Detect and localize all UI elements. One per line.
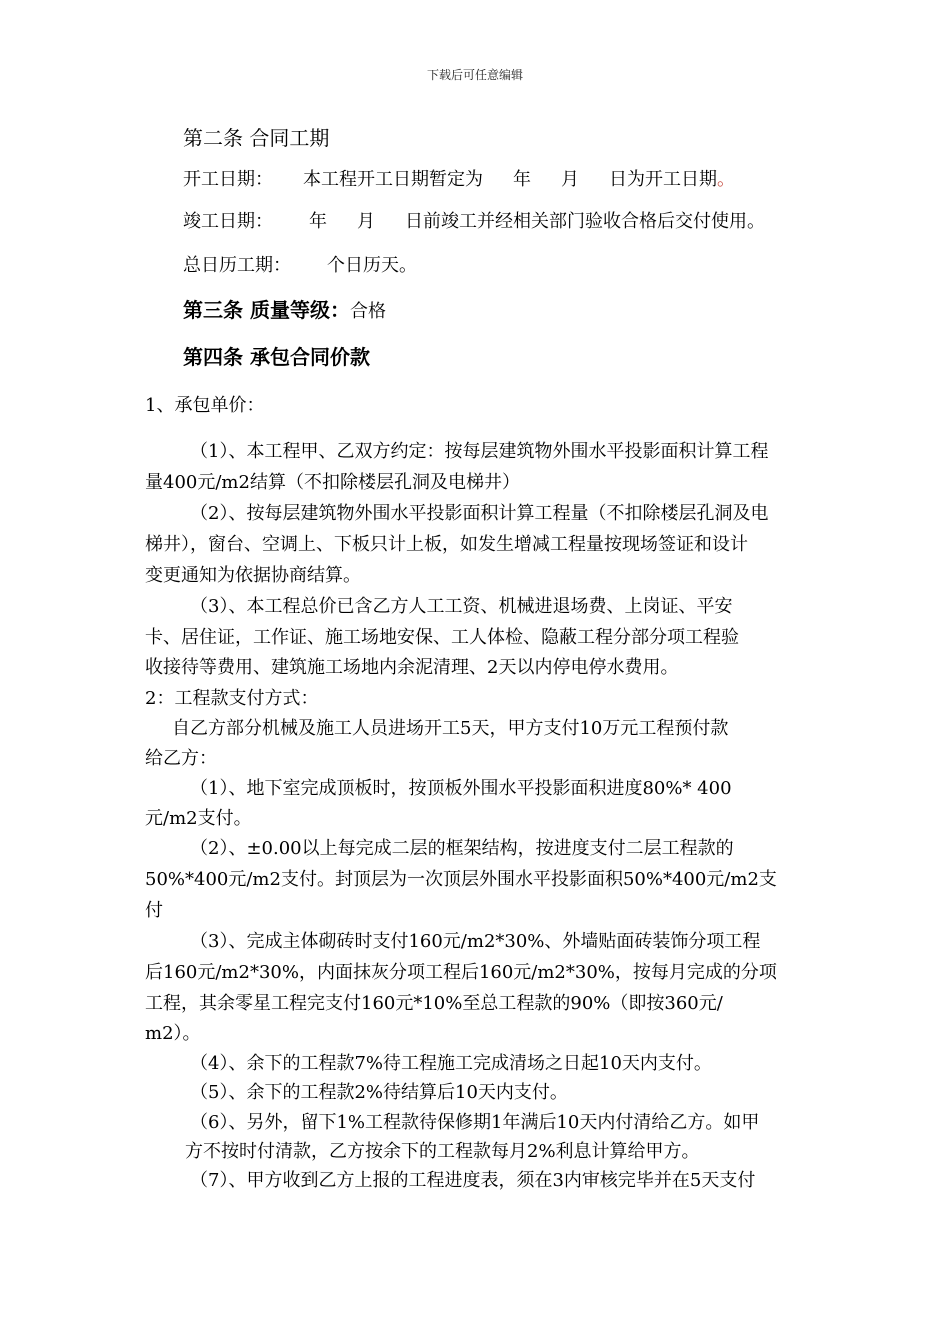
sec2-p2-line1: （2）、±0.00以上每完成二层的框架结构，按进度支付二层工程款的 [190, 838, 734, 859]
sec2-p7-line1: （7）、甲方收到乙方上报的工程进度表，须在3内审核完毕并在5天支付 [190, 1170, 756, 1191]
sec1-p1-line1: （1）、本工程甲、乙双方约定：按每层建筑物外围水平投影面积计算工程 [190, 441, 769, 462]
sec2-p5: （5）、余下的工程款2%待结算后10天内支付。 [190, 1082, 568, 1103]
sec2-p3-line3: 工程，其余零星工程完支付160元*10%至总工程款的90%（即按360元/ [145, 993, 723, 1014]
total-period-text: 个日历天。 [327, 255, 417, 276]
sec2-p1-line2: 元/m2支付。 [145, 808, 252, 829]
sec2-p3-line2: 后160元/m2*30%，内面抹灰分项工程后160元/m2*30%，按每月完成的分项 [145, 962, 777, 983]
finish-date-label: 竣工日期： [183, 211, 273, 232]
article-4-title: 第四条 承包合同价款 [183, 345, 370, 369]
article-2-title: 第二条 合同工期 [183, 126, 330, 150]
start-date-text: 本工程开工日期暂定为 [303, 169, 483, 190]
start-month: 月 [561, 169, 579, 190]
sec2-p2-line3: 付 [145, 900, 163, 921]
finish-date-line [183, 210, 765, 234]
start-end-mark: 。 [717, 169, 735, 190]
quality-grade-value: 合格 [349, 301, 386, 322]
finish-month: 月 [357, 211, 375, 232]
finish-year: 年 [309, 211, 327, 232]
sec1-p3-line1: （3）、本工程总价已含乙方人工工资、机械进退场费、上岗证、平安 [190, 596, 733, 617]
article-3-line [183, 297, 386, 325]
sec2-intro-line1: 自乙方部分机械及施工人员进场开工5天，甲方支付10万元工程预付款 [172, 718, 729, 739]
sec1-p2-line3: 变更通知为依据协商结算。 [145, 565, 361, 586]
start-day-text: 日为开工日期 [609, 169, 717, 190]
start-date-line [183, 168, 735, 192]
sec1-p3-line2: 卡、居住证，工作证、施工场地安保、工人体检、隐蔽工程分部分项工程验 [145, 627, 739, 648]
sec1-p2-line1: （2）、按每层建筑物外围水平投影面积计算工程量（不扣除楼层孔洞及电 [190, 503, 769, 524]
sec2-p3-line4: m2）。 [145, 1023, 201, 1044]
page-header: 下载后可任意编辑 [426, 68, 523, 82]
section-2-title: 2：工程款支付方式： [145, 688, 319, 709]
sec2-p4: （4）、余下的工程款7%待工程施工完成清场之日起10天内支付。 [190, 1053, 712, 1074]
article-3-title: 第三条 质量等级： [183, 298, 350, 322]
sec2-p2-line2: 50%*400元/m2支付。封顶层为一次顶层外围水平投影面积50%*400元/m2支 [145, 869, 777, 890]
sec1-p3-line3: 收接待等费用、建筑施工场地内余泥清理、2天以内停电停水费用。 [145, 657, 679, 678]
sec2-p6-line2: 方不按时付清款，乙方按余下的工程款每月2%利息计算给甲方。 [185, 1141, 700, 1162]
sec1-p1-line2: 量400元/m2结算（不扣除楼层孔洞及电梯井） [145, 472, 520, 493]
sec1-p2-line2: 梯井），窗台、空调上、下板只计上板，如发生增减工程量按现场签证和设计 [145, 534, 748, 555]
start-date-label: 开工日期： [183, 169, 273, 190]
start-year: 年 [513, 169, 531, 190]
sec2-p3-line1: （3）、完成主体砌砖时支付160元/m2*30%、外墙贴面砖装饰分项工程 [190, 931, 761, 952]
finish-text: 日前竣工并经相关部门验收合格后交付使用。 [405, 211, 765, 232]
total-period-label: 总日历工期： [183, 255, 291, 276]
sec2-p1-line1: （1）、地下室完成顶板时，按顶板外围水平投影面积进度80%* 400 [190, 778, 732, 799]
section-1-title: 1、承包单价： [145, 395, 265, 416]
sec2-p6-line1: （6）、另外，留下1%工程款待保修期1年满后10天内付清给乙方。如甲 [190, 1112, 760, 1133]
sec2-intro-line2: 给乙方： [145, 748, 217, 769]
total-period-line [183, 254, 417, 278]
